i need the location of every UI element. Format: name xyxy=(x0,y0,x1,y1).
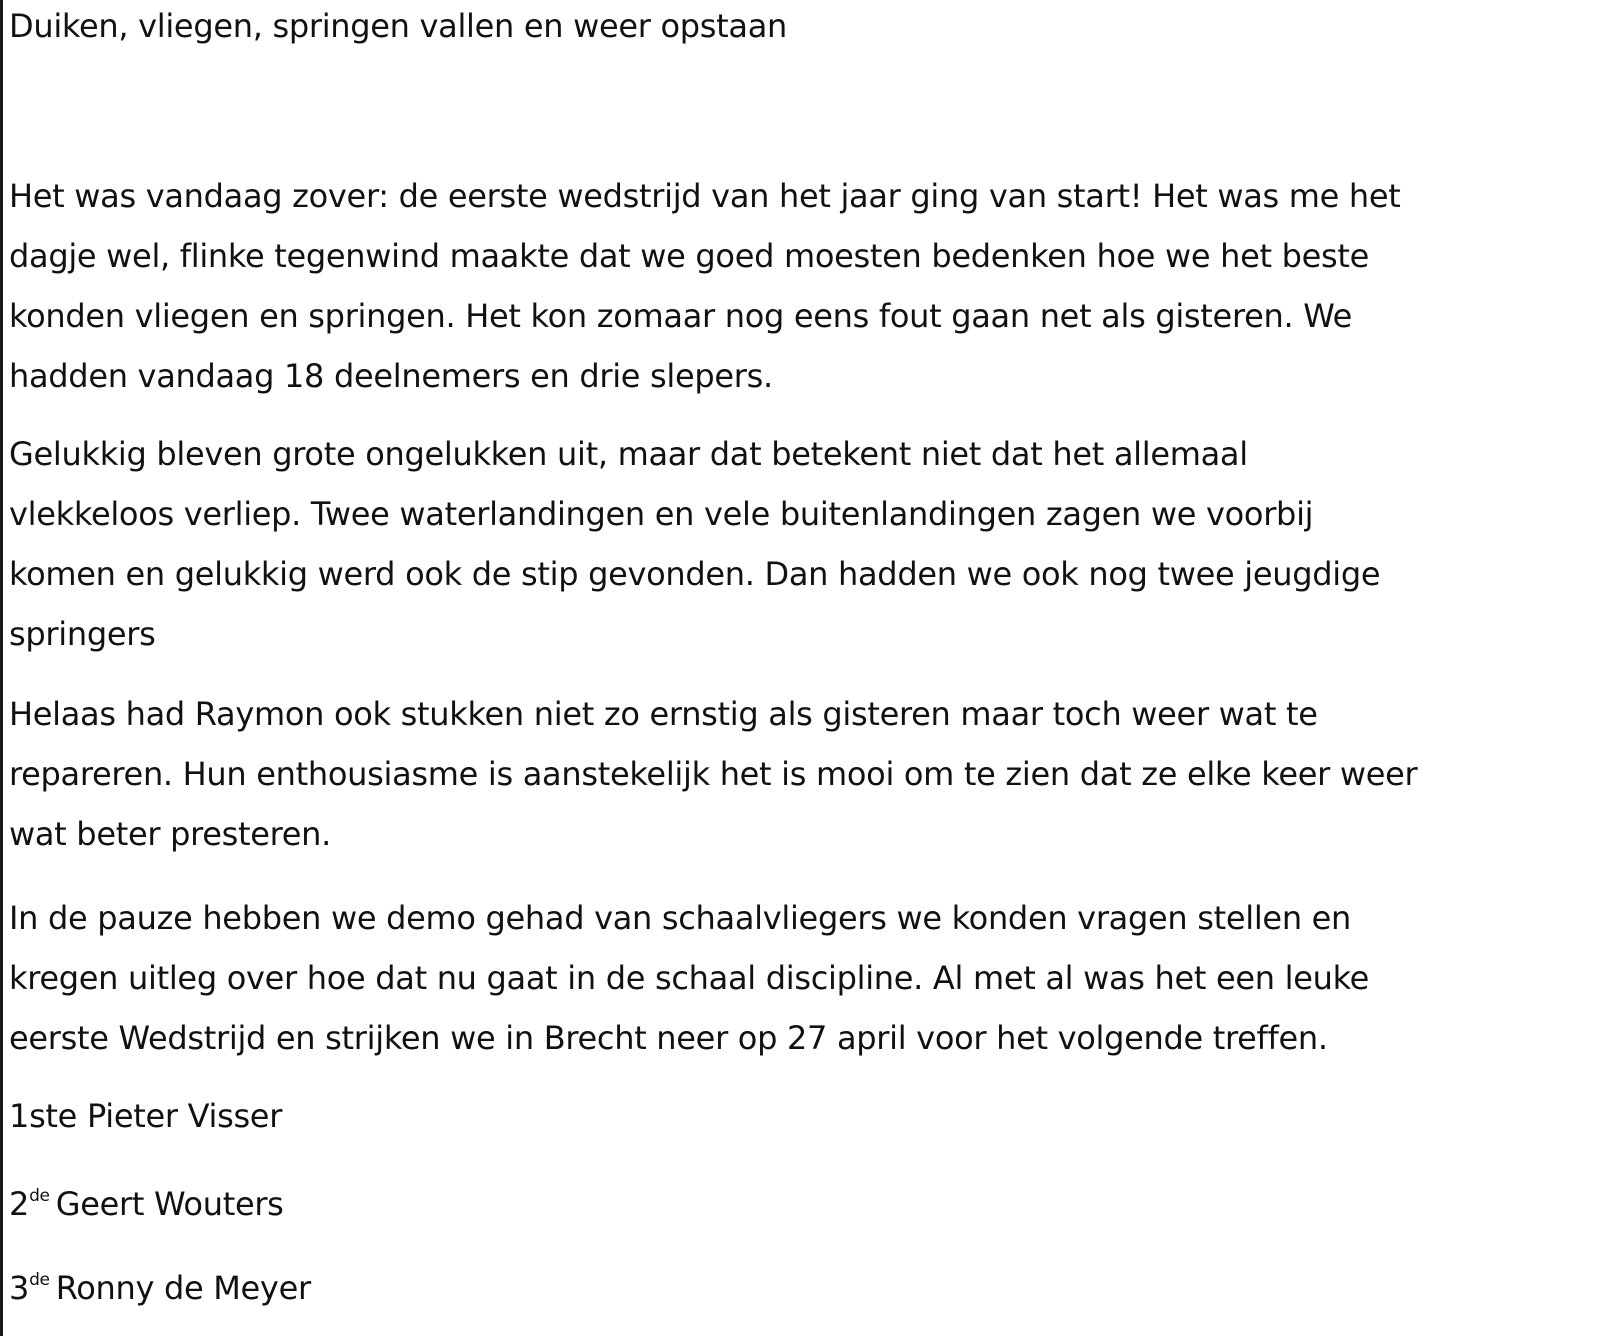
paragraph-line: hadden vandaag 18 deelnemers en drie slepers. xyxy=(9,357,773,395)
paragraph-line: komen en gelukkig werd ook de stip gevonden. Dan hadden we ook nog twee jeugdige xyxy=(9,555,1381,593)
ranking-name: Pieter Visser xyxy=(86,1097,283,1135)
paragraph-line: vlekkeloos verliep. Twee waterlandingen en vele buitenlandingen zagen we voorbij xyxy=(9,495,1314,533)
paragraph-intro xyxy=(9,166,1589,406)
document-title: Duiken, vliegen, springen vallen en weer opstaan xyxy=(9,7,788,45)
ranking-suffix: de xyxy=(29,1186,50,1206)
paragraph-pause xyxy=(9,888,1589,1068)
ranking-place: 2 xyxy=(9,1185,30,1223)
ranking-name: Ronny de Meyer xyxy=(55,1269,311,1307)
paragraph-line: dagje wel, flinke tegenwind maakte dat we goed moesten bedenken hoe we het beste xyxy=(9,237,1370,275)
paragraph-line: In de pauze hebben we demo gehad van schaalvliegers we konden vragen stellen en xyxy=(9,899,1352,937)
ranking-place: 3 xyxy=(9,1269,30,1307)
ranking-place: 1 xyxy=(9,1097,30,1135)
paragraph-line: Helaas had Raymon ook stukken niet zo ernstig als gisteren maar toch weer wat te xyxy=(9,695,1318,733)
ranking-first xyxy=(9,1094,282,1138)
paragraph-landings xyxy=(9,424,1589,664)
paragraph-line: Gelukkig bleven grote ongelukken uit, maar dat betekent niet dat het allemaal xyxy=(9,435,1248,473)
paragraph-line: Het was vandaag zover: de eerste wedstrijd van het jaar ging van start! Het was me het xyxy=(9,177,1401,215)
paragraph-repairs xyxy=(9,684,1589,864)
paragraph-line: springers xyxy=(9,615,156,653)
page-left-border xyxy=(0,0,3,1336)
paragraph-line: eerste Wedstrijd en strijken we in Brecht neer op 27 april voor het volgende treffen. xyxy=(9,1019,1328,1057)
ranking-third xyxy=(9,1266,311,1316)
ranking-second xyxy=(9,1182,284,1232)
paragraph-line: konden vliegen en springen. Het kon zomaar nog eens fout gaan net als gisteren. We xyxy=(9,297,1353,335)
paragraph-line: wat beter presteren. xyxy=(9,815,332,853)
ranking-suffix: ste xyxy=(29,1097,78,1135)
paragraph-line: kregen uitleg over hoe dat nu gaat in de schaal discipline. Al met al was het een leuke xyxy=(9,959,1370,997)
paragraph-line: repareren. Hun enthousiasme is aanstekelijk het is mooi om te zien dat ze elke keer weer xyxy=(9,755,1418,793)
ranking-name: Geert Wouters xyxy=(55,1185,284,1223)
ranking-suffix: de xyxy=(29,1270,50,1290)
